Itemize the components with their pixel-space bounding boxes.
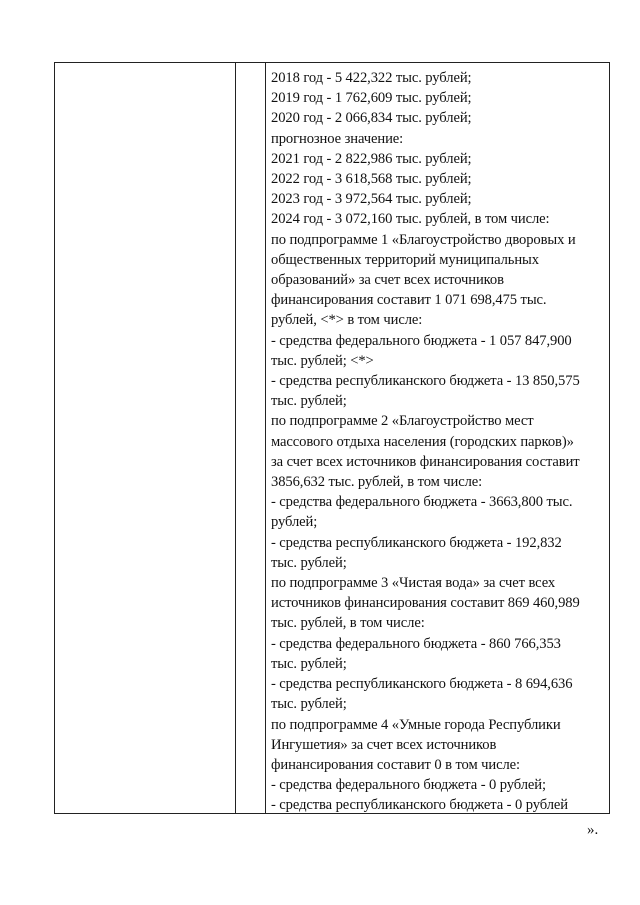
text-line: тыс. рублей; <box>271 696 347 713</box>
text-line: рублей, <*> в том числе: <box>271 312 423 329</box>
text-line: по подпрограмме 2 «Благоустройство мест <box>271 413 534 430</box>
text-line: - средства федерального бюджета - 0 рублей; <box>271 777 546 794</box>
text-line: массового отдыха населения (городских парков)» <box>271 433 574 450</box>
text-line: тыс. рублей; <box>271 393 347 410</box>
text-line: образований» за счет всех источников <box>271 272 504 289</box>
text-line: - средства федерального бюджета - 860 766,353 <box>271 635 561 652</box>
closing-quote-mark: ». <box>587 822 599 838</box>
text-line: финансирования составит 1 071 698,475 тыс. <box>271 292 547 309</box>
text-line: 2023 год - 3 972,564 тыс. рублей; <box>271 191 472 208</box>
text-line: по подпрограмме 4 «Умные города Республики <box>271 716 561 733</box>
document-table <box>54 62 610 814</box>
funding-text-cell <box>271 68 607 816</box>
text-line: - средства федерального бюджета - 1 057 847,900 <box>271 332 572 349</box>
text-line: за счет всех источников финансирования составит <box>271 453 580 470</box>
text-line: 2024 год - 3 072,160 тыс. рублей, в том числе: <box>271 211 550 228</box>
text-line: 2022 год - 3 618,568 тыс. рублей; <box>271 171 472 188</box>
text-line: 2021 год - 2 822,986 тыс. рублей; <box>271 150 472 167</box>
column-divider-1 <box>235 63 236 813</box>
text-line: тыс. рублей; <*> <box>271 352 374 369</box>
text-line: - средства республиканского бюджета - 8 694,636 <box>271 676 573 693</box>
text-line: Ингушетия» за счет всех источников <box>271 736 497 753</box>
text-line: по подпрограмме 1 «Благоустройство дворовых и <box>271 231 576 248</box>
text-line: общественных территорий муниципальных <box>271 251 539 268</box>
text-line: источников финансирования составит 869 460,989 <box>271 595 580 612</box>
text-line: - средства федерального бюджета - 3663,800 тыс. <box>271 494 573 511</box>
text-line: финансирования составит 0 в том числе: <box>271 756 520 773</box>
text-line: прогнозное значение: <box>271 130 404 147</box>
text-line: 2019 год - 1 762,609 тыс. рублей; <box>271 90 472 107</box>
text-line: 3856,632 тыс. рублей, в том числе: <box>271 474 483 491</box>
text-line: тыс. рублей, в том числе: <box>271 615 425 632</box>
text-line: - средства республиканского бюджета - 13 850,575 <box>271 373 580 390</box>
text-line: рублей; <box>271 514 318 531</box>
column-divider-2 <box>265 63 266 813</box>
text-line: тыс. рублей; <box>271 655 347 672</box>
text-line: - средства республиканского бюджета - 0 рублей <box>271 797 568 814</box>
text-line: 2020 год - 2 066,834 тыс. рублей; <box>271 110 472 127</box>
text-line: - средства республиканского бюджета - 192,832 <box>271 534 562 551</box>
text-line: тыс. рублей; <box>271 554 347 571</box>
text-line: по подпрограмме 3 «Чистая вода» за счет всех <box>271 575 556 592</box>
text-line: 2018 год - 5 422,322 тыс. рублей; <box>271 70 472 86</box>
